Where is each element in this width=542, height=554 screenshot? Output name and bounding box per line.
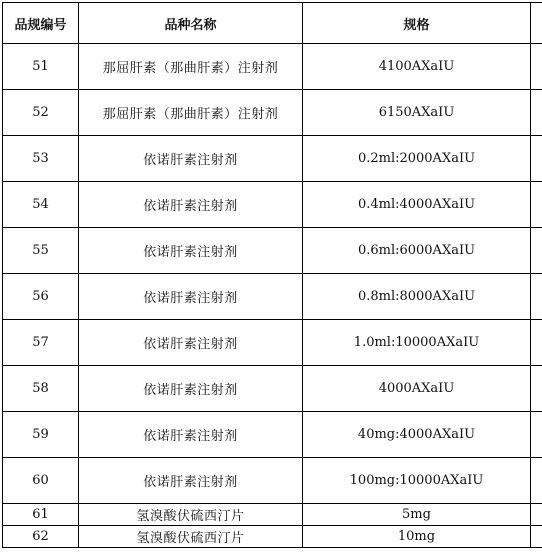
table-row	[3, 90, 542, 136]
row-name: 依诺肝素注射剂	[79, 458, 303, 504]
row-spec: 40mg:4000AXaIU	[303, 412, 531, 458]
row-id: 52	[3, 90, 79, 136]
row-spec: 4100AXaIU	[303, 44, 531, 90]
row-id: 61	[3, 504, 79, 526]
row-id: 51	[3, 44, 79, 90]
table-row	[3, 504, 542, 526]
row-id: 55	[3, 228, 79, 274]
table-row	[3, 320, 542, 366]
row-name: 依诺肝素注射剂	[79, 274, 303, 320]
row-extra	[531, 366, 542, 412]
row-name: 依诺肝素注射剂	[79, 136, 303, 182]
header-row	[3, 3, 542, 44]
row-name: 那屈肝素（那曲肝素）注射剂	[79, 44, 303, 90]
row-id: 57	[3, 320, 79, 366]
row-extra	[531, 274, 542, 320]
row-extra	[531, 182, 542, 228]
table-row	[3, 44, 542, 90]
row-id: 58	[3, 366, 79, 412]
row-extra	[531, 458, 542, 504]
row-name: 氢溴酸伏硫西汀片	[79, 526, 303, 548]
row-id: 53	[3, 136, 79, 182]
table-row	[3, 526, 542, 548]
row-extra	[531, 90, 542, 136]
row-spec: 100mg:10000AXaIU	[303, 458, 531, 504]
table-row	[3, 182, 542, 228]
row-name: 依诺肝素注射剂	[79, 320, 303, 366]
row-spec: 0.8ml:8000AXaIU	[303, 274, 531, 320]
row-extra	[531, 504, 542, 526]
row-name: 那屈肝素（那曲肝素）注射剂	[79, 90, 303, 136]
row-name: 依诺肝素注射剂	[79, 412, 303, 458]
table-row	[3, 136, 542, 182]
drug-spec-table	[2, 2, 542, 548]
row-spec: 6150AXaIU	[303, 90, 531, 136]
row-extra	[531, 526, 542, 548]
row-extra	[531, 44, 542, 90]
row-id: 60	[3, 458, 79, 504]
row-spec: 1.0ml:10000AXaIU	[303, 320, 531, 366]
row-id: 54	[3, 182, 79, 228]
row-id: 56	[3, 274, 79, 320]
row-id: 59	[3, 412, 79, 458]
header-name: 品种名称	[79, 3, 303, 44]
row-spec: 10mg	[303, 526, 531, 548]
table-row	[3, 228, 542, 274]
row-spec: 4000AXaIU	[303, 366, 531, 412]
table-row	[3, 274, 542, 320]
row-spec: 0.4ml:4000AXaIU	[303, 182, 531, 228]
header-extra	[531, 3, 542, 44]
row-extra	[531, 320, 542, 366]
row-name: 氢溴酸伏硫西汀片	[79, 504, 303, 526]
row-name: 依诺肝素注射剂	[79, 366, 303, 412]
row-extra	[531, 228, 542, 274]
row-spec: 5mg	[303, 504, 531, 526]
row-name: 依诺肝素注射剂	[79, 228, 303, 274]
row-spec: 0.6ml:6000AXaIU	[303, 228, 531, 274]
row-extra	[531, 136, 542, 182]
table-row	[3, 366, 542, 412]
row-spec: 0.2ml:2000AXaIU	[303, 136, 531, 182]
table-row	[3, 458, 542, 504]
row-extra	[531, 412, 542, 458]
header-spec: 规格	[303, 3, 531, 44]
header-id: 品规编号	[3, 3, 79, 44]
row-id: 62	[3, 526, 79, 548]
row-name: 依诺肝素注射剂	[79, 182, 303, 228]
table-row	[3, 412, 542, 458]
